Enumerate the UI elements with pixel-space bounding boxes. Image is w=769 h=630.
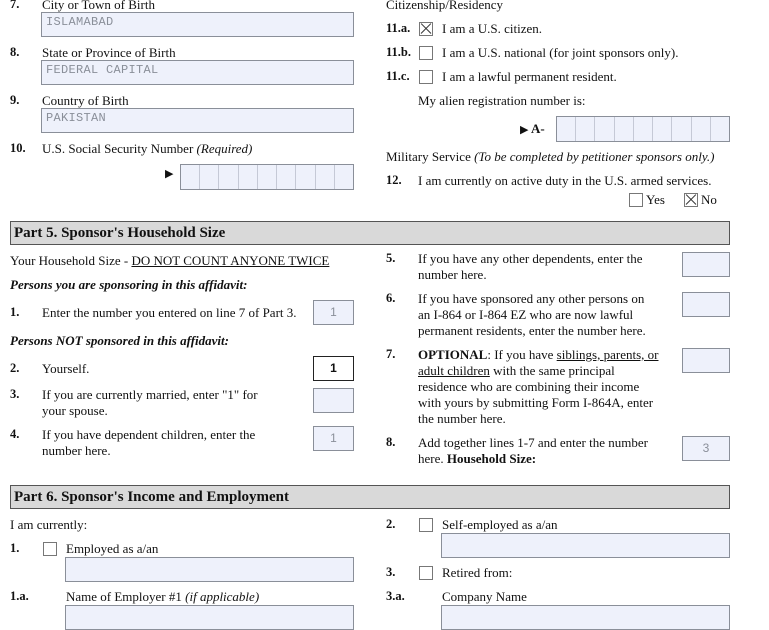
ssn-label — [42, 141, 252, 157]
item-number: 11.a. — [386, 21, 411, 35]
ssn-label-text: U.S. Social Security Number — [42, 141, 197, 156]
alien-number-label: My alien registration number is: — [418, 93, 586, 108]
self-employed-field[interactable] — [441, 533, 730, 558]
q7-label-line2 — [418, 363, 615, 379]
item-number: 6. — [386, 291, 396, 305]
employer-name-label — [66, 589, 259, 605]
active-duty-yes-checkbox[interactable] — [629, 193, 643, 207]
q8-text: here. — [418, 451, 447, 466]
currently-label: I am currently: — [10, 517, 88, 532]
us-citizen-checkbox[interactable] — [419, 22, 433, 36]
q4-field[interactable]: 1 — [313, 426, 354, 451]
item-number: 3.a. — [386, 589, 405, 603]
employer-name-field[interactable] — [65, 605, 354, 630]
state-of-birth-field[interactable] — [41, 60, 354, 85]
item-number: 4. — [10, 427, 20, 441]
household-size-label: Household Size: — [446, 451, 537, 466]
household-size-intro — [10, 253, 329, 269]
employer-label-note: (if applicable) — [185, 589, 260, 604]
q5-field[interactable] — [682, 252, 730, 277]
military-note: (To be completed by petitioner sponsors only.) — [474, 149, 715, 164]
self-employed-checkbox[interactable] — [419, 518, 433, 532]
field-value: FEDERAL CAPITAL — [46, 63, 159, 77]
city-of-birth-field[interactable] — [41, 12, 354, 37]
item-number: 8. — [10, 45, 20, 59]
q6-label-line2: an I-864 or I-864 EZ who are now lawful — [418, 307, 634, 322]
arrow-icon: ▶ — [165, 168, 174, 180]
us-citizen-label: I am a U.S. citizen. — [442, 21, 542, 36]
item-number: 2. — [10, 361, 20, 375]
q7-field[interactable] — [682, 348, 730, 373]
active-duty-no-checkbox[interactable] — [684, 193, 698, 207]
q3-field[interactable] — [313, 388, 354, 413]
q7-label-line5: the number here. — [418, 411, 506, 426]
q7-label-line1 — [418, 347, 658, 363]
item-number: 10. — [10, 141, 26, 155]
item-number: 12. — [386, 173, 402, 187]
q2-label: Yourself. — [42, 361, 90, 376]
military-service-heading — [386, 149, 714, 165]
q7-label-line3: residence who are combining their income — [418, 379, 640, 394]
alien-number-field[interactable] — [556, 116, 730, 142]
item-number: 11.b. — [386, 45, 412, 59]
lpr-label: I am a lawful permanent resident. — [442, 69, 617, 84]
q8-label-line2 — [418, 451, 536, 467]
item-number: 1. — [10, 305, 20, 319]
field-value: PAKISTAN — [46, 111, 107, 125]
part5-title: Part 5. Sponsor's Household Size — [10, 221, 730, 245]
military-label: Military Service — [386, 149, 475, 164]
lpr-checkbox[interactable] — [419, 70, 433, 84]
optional-label: OPTIONAL — [418, 347, 488, 362]
q5-label-line2: number here. — [418, 267, 487, 282]
q1-label: Enter the number you entered on line 7 of Part 3. — [42, 305, 297, 320]
q6-label-line1: If you have sponsored any other persons on — [418, 291, 645, 306]
item-number: 3. — [10, 387, 20, 401]
q3-label-line2: your spouse. — [42, 403, 108, 418]
not-sponsored-heading: Persons NOT sponsored in this affidavit: — [10, 333, 229, 348]
ssn-required-note: (Required) — [196, 141, 253, 156]
item-number: 1.a. — [10, 589, 29, 603]
item-number: 3. — [386, 565, 396, 579]
q5-label-line1: If you have any other dependents, enter the — [418, 251, 643, 266]
arrow-icon: ▶ — [520, 124, 529, 136]
item-number: 1. — [10, 541, 20, 555]
item-number: 5. — [386, 251, 396, 265]
item-number: 7. — [10, 0, 20, 11]
employed-checkbox[interactable] — [43, 542, 57, 556]
q7-label-line4: with yours by submitting Form I-864A, enter — [418, 395, 654, 410]
citizenship-heading: Citizenship/Residency — [386, 0, 503, 12]
employer-label-text: Name of Employer #1 — [66, 589, 186, 604]
q6-label-line3: permanent residents, enter the number here. — [418, 323, 646, 338]
q2-field[interactable]: 1 — [313, 356, 354, 381]
us-national-checkbox[interactable] — [419, 46, 433, 60]
q8-label-line1: Add together lines 1-7 and enter the number — [418, 435, 648, 450]
country-of-birth-field[interactable] — [41, 108, 354, 133]
company-name-label: Company Name — [442, 589, 527, 604]
item-number: 2. — [386, 517, 396, 531]
ssn-field[interactable] — [180, 164, 354, 190]
item-number: 7. — [386, 347, 396, 361]
us-national-label: I am a U.S. national (for joint sponsors only). — [442, 45, 679, 60]
retired-checkbox[interactable] — [419, 566, 433, 580]
sponsoring-heading: Persons you are sponsoring in this affidavit: — [10, 277, 248, 292]
employed-as-field[interactable] — [65, 557, 354, 582]
q7-text-a: : If you have — [487, 347, 557, 362]
yes-label: Yes — [646, 192, 665, 207]
company-name-field[interactable] — [441, 605, 730, 630]
employed-label: Employed as a/an — [66, 541, 159, 556]
field-value: ISLAMABAD — [46, 15, 114, 29]
q7-text-b: with the same principal — [489, 363, 615, 378]
active-duty-label: I am currently on active duty in the U.S. armed services. — [418, 173, 712, 188]
alien-prefix — [520, 121, 545, 137]
retired-label: Retired from: — [442, 565, 513, 580]
q6-field[interactable] — [682, 292, 730, 317]
no-label: No — [701, 192, 717, 207]
item-number: 8. — [386, 435, 396, 449]
q1-field[interactable]: 1 — [313, 300, 354, 325]
intro-text: Your Household Size - — [10, 253, 132, 268]
part6-title: Part 6. Sponsor's Income and Employment — [10, 485, 730, 509]
intro-emphasis: DO NOT COUNT ANYONE TWICE — [131, 253, 330, 268]
q4-label-line1: If you have dependent children, enter the — [42, 427, 256, 442]
item-number: 9. — [10, 93, 20, 107]
alien-prefix-text: A- — [531, 121, 545, 136]
q4-label-line2: number here. — [42, 443, 111, 458]
q7-link-text: siblings, parents, or — [556, 347, 659, 362]
self-employed-label: Self-employed as a/an — [442, 517, 558, 532]
country-of-birth-label: Country of Birth — [42, 93, 129, 108]
household-size-field[interactable]: 3 — [682, 436, 730, 461]
q3-label-line1: If you are currently married, enter "1" for — [42, 387, 258, 402]
item-number: 11.c. — [386, 69, 410, 83]
city-of-birth-label: City or Town of Birth — [42, 0, 155, 12]
state-of-birth-label: State or Province of Birth — [42, 45, 176, 60]
q7-link-text2: adult children — [418, 363, 490, 378]
